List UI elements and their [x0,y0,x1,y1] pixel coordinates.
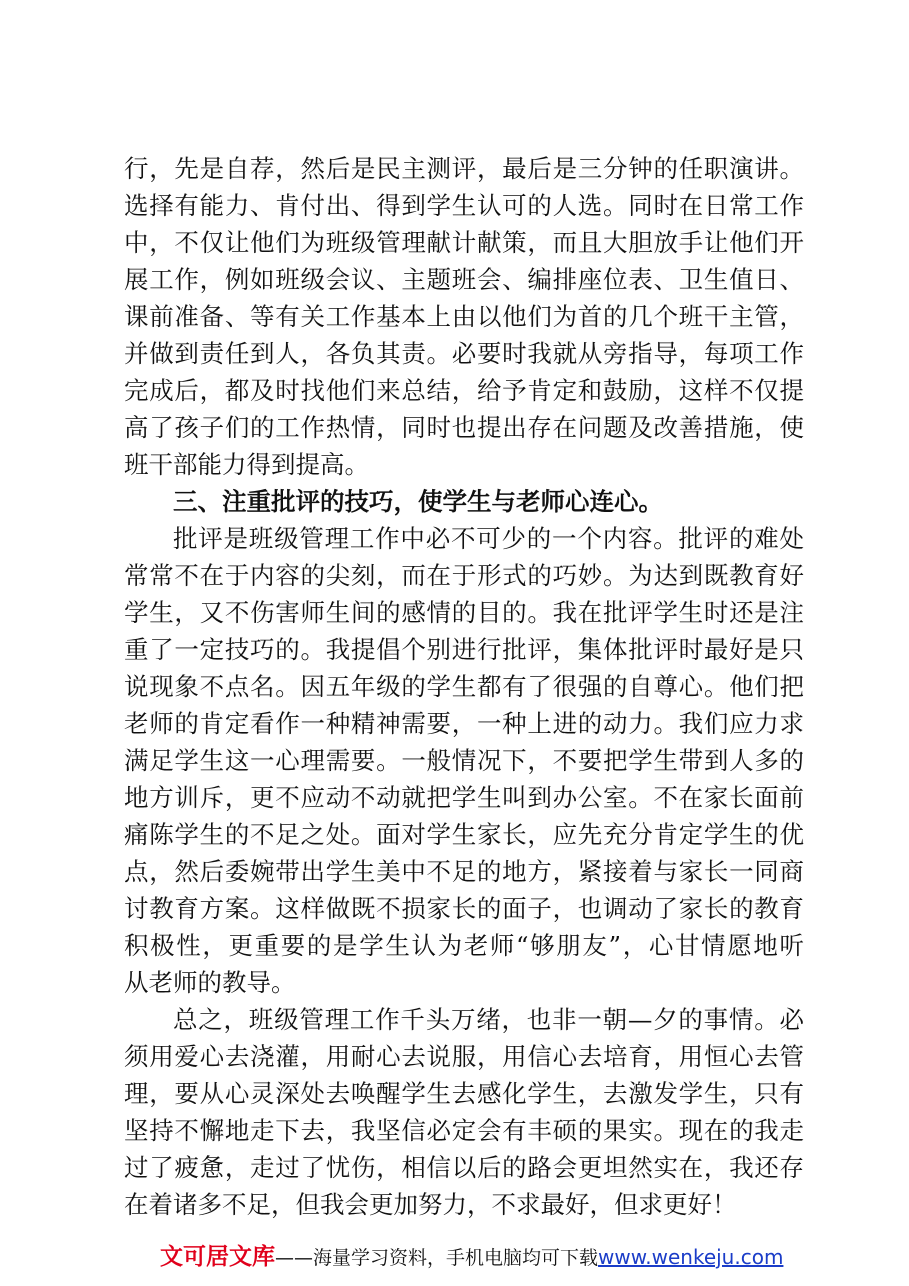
footer-tagline: ——海量学习资料，手机电脑均可下载 [275,1247,599,1269]
body-text-line: 点，然后委婉带出学生美中不足的地方，紧接着与家长一同商 [124,857,804,886]
body-text-line: 中，不仅让他们为班级管理献计献策，而且大胆放手让他们开 [124,228,804,257]
body-text-line: 并做到责任到人，各负其责。必要时我就从旁指导，每项工作 [124,339,804,368]
body-text-line: 课前准备、等有关工作基本上由以他们为首的几个班干主管， [124,302,804,331]
body-text-line: 在着诸多不足，但我会更加努力，不求最好，但求更好！ [124,1190,737,1219]
paragraph-first-line: 总之，班级管理工作千头万绪，也非一朝—夕的事情。必 [173,1005,804,1034]
body-text-line: 完成后，都及时找他们来总结，给予肯定和鼓励，这样不仅提 [124,376,804,405]
footer-link[interactable]: www.wenkeju.com [598,1245,784,1269]
body-text-line: 讨教育方案。这样做既不损家长的面子，也调动了家长的教育 [124,894,804,923]
body-text-line: 过了疲惫，走过了忧伤，相信以后的路会更坦然实在，我还存 [124,1153,804,1182]
body-text-line: 满足学生这一心理需要。一般情况下，不要把学生带到人多的 [124,746,804,775]
body-text-line: 积极性，更重要的是学生认为老师“够朋友”，心甘情愿地听 [124,931,804,960]
body-text-line: 理，要从心灵深处去唤醒学生去感化学生，去激发学生，只有 [124,1079,804,1108]
body-text-line: 老师的肯定看作一种精神需要，一种上进的动力。我们应力求 [124,709,804,738]
body-text-line: 从老师的教导。 [124,968,296,997]
body-text-line: 坚持不懈地走下去，我坚信必定会有丰硕的果实。现在的我走 [124,1116,804,1145]
body-text-line: 学生，又不伤害师生间的感情的目的。我在批评学生时还是注 [124,598,804,627]
body-text-line: 说现象不点名。因五年级的学生都有了很强的自尊心。他们把 [124,672,804,701]
body-text-line: 痛陈学生的不足之处。面对学生家长，应先充分肯定学生的优 [124,820,804,849]
body-text-line: 高了孩子们的工作热情，同时也提出存在问题及改善措施，使 [124,413,804,442]
body-text-line: 行，先是自荐，然后是民主测评，最后是三分钟的任职演讲。 [124,154,804,183]
body-text-line: 展工作，例如班级会议、主题班会、编排座位表、卫生值日、 [124,265,804,294]
body-text-line: 常常不在于内容的尖刻，而在于形式的巧妙。为达到既教育好 [124,561,804,590]
footer-banner [160,1241,783,1273]
body-text-line: 重了一定技巧的。我提倡个别进行批评，集体批评时最好是只 [124,635,804,664]
body-text-line: 班干部能力得到提高。 [124,450,369,479]
paragraph-first-line: 批评是班级管理工作中必不可少的一个内容。批评的难处 [173,524,804,553]
body-text-line: 选择有能力、肯付出、得到学生认可的人选。同时在日常工作 [124,191,804,220]
body-text-line: 须用爱心去浇灌，用耐心去说服，用信心去培育，用恒心去管 [124,1042,804,1071]
footer-brand: 文可居文库 [160,1244,275,1270]
section-heading: 三、注重批评的技巧，使学生与老师心连心。 [173,487,663,516]
body-text-line: 地方训斥，更不应动不动就把学生叫到办公室。不在家长面前 [124,783,804,812]
